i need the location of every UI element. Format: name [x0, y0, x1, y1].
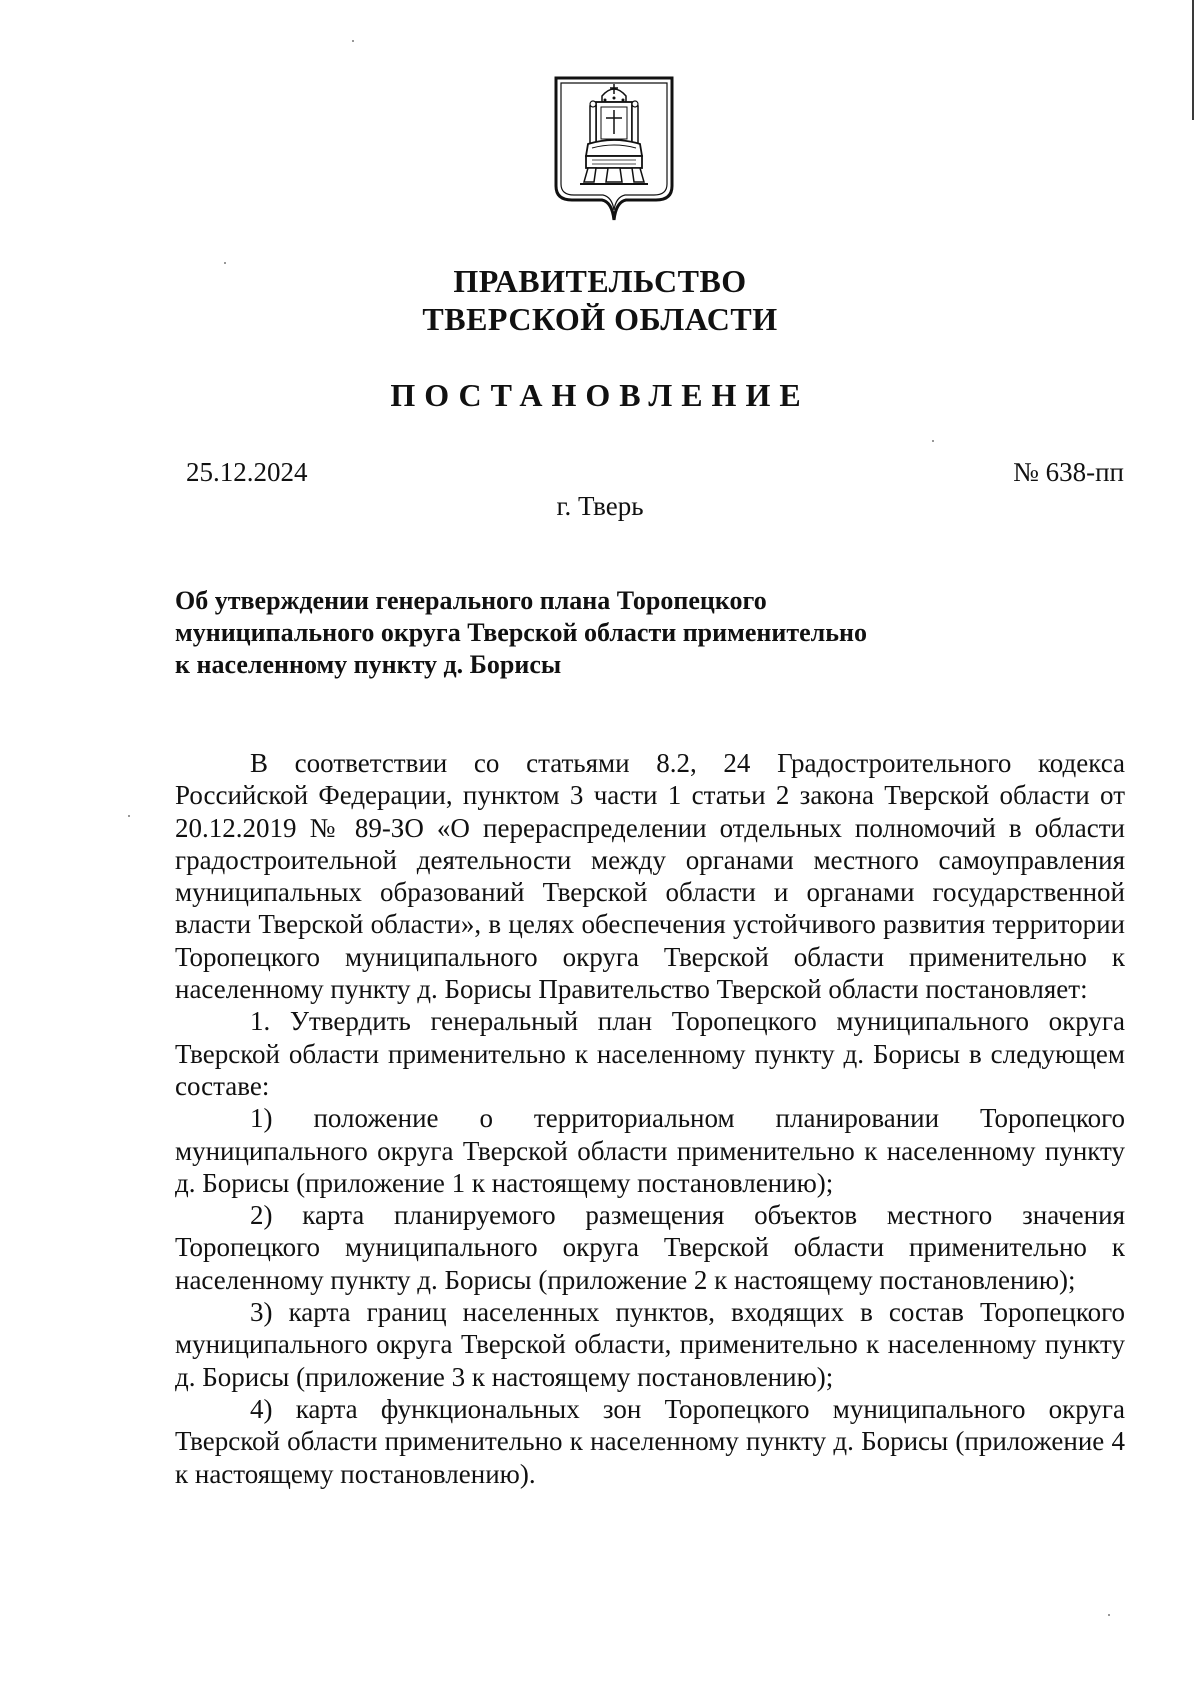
subject-line: к населенному пункту д. Борисы: [175, 650, 562, 679]
scan-edge-line: [1192, 0, 1194, 120]
document-subject: [175, 585, 975, 681]
subclause-2-paragraph: 2) карта планируемого размещения объектов местного значения Торопецкого муниципального округа Тверской области применительно к населенному пункту д. Борисы (приложение 2 к настоящему постановлению);: [175, 1200, 1125, 1295]
subclause-1-paragraph: 1) положение о территориальном планировании Торопецкого муниципального округа Тверской области применительно к населенному пункту д. Борисы (приложение 1 к настоящему постановлению);: [175, 1103, 1125, 1198]
document-number: № 638-пп: [1013, 457, 1124, 487]
document-date: 25.12.2024: [186, 457, 308, 487]
document-body: [175, 747, 1125, 1490]
scan-speck: [352, 40, 354, 42]
subclause-3-paragraph: 3) карта границ населенных пунктов, входящих в состав Торопецкого муниципального округа Тверской области, применительно к населенному пункту д. Борисы (приложение 3 к настоящему постановлению);: [175, 1297, 1125, 1392]
scan-speck: [128, 815, 130, 817]
scan-speck: [932, 440, 934, 442]
subject-line: муниципального округа Тверской области применительно: [175, 618, 867, 647]
organization-name-line1: ПРАВИТЕЛЬСТВО: [453, 263, 747, 299]
scan-speck: [224, 262, 226, 264]
subject-line: Об утверждении генерального плана Торопецкого: [175, 586, 767, 615]
scan-speck: [1108, 1614, 1110, 1616]
clause-1-paragraph: 1. Утвердить генеральный план Торопецкого муниципального округа Тверской области применительно к населенному пункту д. Борисы в следующем составе:: [175, 1006, 1125, 1101]
tver-oblast-coat-of-arms-icon: [552, 74, 676, 226]
subclause-4-paragraph: 4) карта функциональных зон Торопецкого муниципального округа Тверской области применительно к населенному пункту д. Борисы (приложение 4 к настоящему постановлению).: [175, 1393, 1125, 1489]
organization-name-line2: ТВЕРСКОЙ ОБЛАСТИ: [422, 301, 778, 337]
preamble-paragraph: В соответствии со статьями 8.2, 24 Градостроительного кодекса Российской Федерации, пунктом 3 части 1 статьи 2 закона Тверской области от 20.12.2019 № 89-ЗО «О перераспределении отдельных полномочий в области градостроительной деятельности между органами местного самоуправления муниципальных образований Тверской области и органами государственной власти Тверской области», в целях обеспечения устойчивого развития территории Торопецкого муниципального округа Тверской области применительно к населенному пункту д. Борисы Правительство Тверской области постановляет:: [175, 748, 1125, 1005]
document-city: г. Тверь: [556, 491, 644, 521]
document-type-heading: ПОСТАНОВЛЕНИЕ: [390, 377, 810, 413]
